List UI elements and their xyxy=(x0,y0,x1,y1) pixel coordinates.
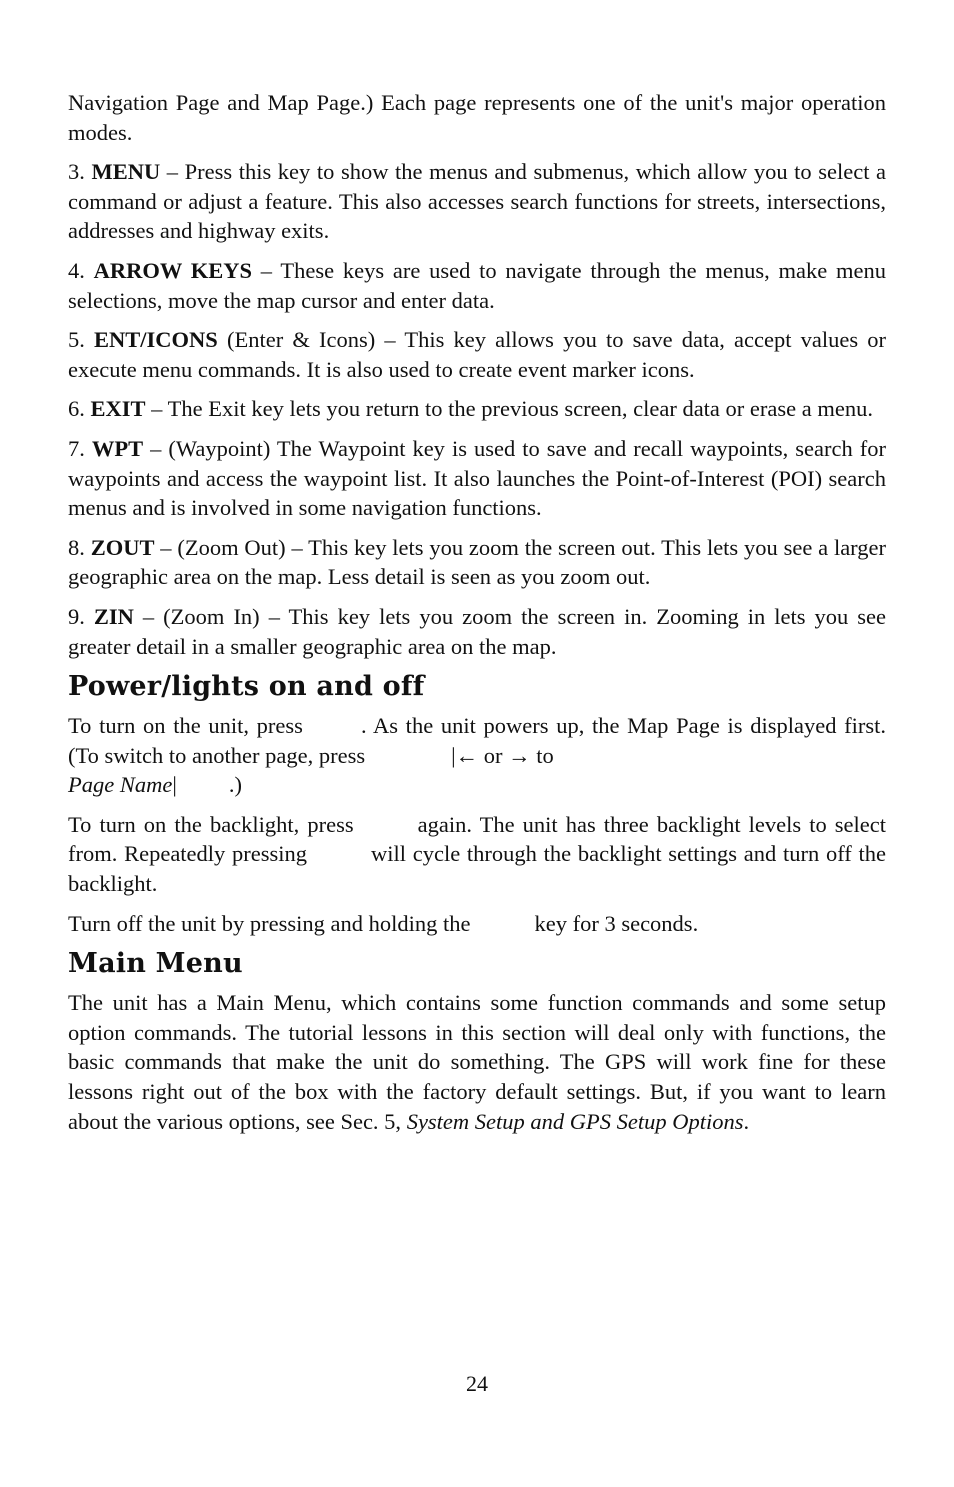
power-on-paragraph xyxy=(68,711,886,800)
key-description: – (Zoom In) – This key lets you zoom the screen in. Zooming in lets you see greater detail in a smaller geographic area on the map. xyxy=(68,603,886,659)
text-run: again. The unit has three backlight levels to select from. Repeatedly pressing xyxy=(68,811,886,867)
key-item-ent-icons xyxy=(68,325,886,384)
key-number: 8. xyxy=(68,534,85,560)
main-menu-paragraph xyxy=(68,988,886,1136)
key-name: ZOUT xyxy=(90,534,155,560)
key-description: – (Zoom Out) – This key lets you zoom the screen out. This lets you see a larger geographic area on the map. Less detail is seen as you zoom out. xyxy=(68,534,886,590)
key-description: – (Waypoint) The Waypoint key is used to save and recall waypoints, search for waypoints and access the waypoint list. It also launches the Point-of-Interest (POI) search menus and is involved in some navigation functions. xyxy=(68,435,886,521)
key-number: 7. xyxy=(68,435,85,461)
key-description: – The Exit key lets you return to the previous screen, clear data or erase a menu. xyxy=(145,396,873,422)
text-run: Turn off the unit by pressing and holding the xyxy=(68,910,471,936)
text-run: The unit has a Main Menu, which contains some function commands and some setup option commands. The tutorial lessons in this section will deal only with functions, the basic commands that make the unit do something. The GPS will work fine for these lessons right out of the box with the factory default settings. But, if you want to learn about the various options, see Sec. 5, xyxy=(68,990,886,1134)
key-number: 6. xyxy=(68,396,85,422)
key-name: ENT/ICONS xyxy=(94,327,218,353)
key-name: MENU xyxy=(91,159,161,185)
key-number: 4. xyxy=(68,257,85,283)
key-list xyxy=(68,157,886,661)
key-item-exit xyxy=(68,394,886,424)
text-run: |← or → to xyxy=(451,742,554,768)
intro-paragraph: Navigation Page and Map Page.) Each page represents one of the unit's major operation modes. xyxy=(68,90,886,145)
key-item-zout xyxy=(68,533,886,592)
key-number: 3. xyxy=(68,159,85,185)
backlight-paragraph xyxy=(68,810,886,899)
section-reference: System Setup and GPS Setup Options xyxy=(406,1108,744,1134)
key-number: 9. xyxy=(68,603,85,629)
text-run: .) xyxy=(228,772,242,798)
key-number: 5. xyxy=(68,327,85,353)
text-run: To turn on the backlight, press xyxy=(68,811,354,837)
text-run: . xyxy=(743,1108,750,1134)
key-name: ARROW KEYS xyxy=(93,257,253,283)
key-item-menu xyxy=(68,157,886,246)
text-run: will cycle through the backlight settings and turn off the backlight. xyxy=(68,841,886,897)
key-description: (Enter & Icons) – This key allows you to save data, accept values or execute menu commands. It is also used to create event marker icons. xyxy=(68,327,886,382)
key-name: WPT xyxy=(91,435,144,461)
text-run: . As the unit powers up, the Map Page is displayed first. (To switch to another page, press xyxy=(68,713,886,768)
text-run: To turn on the unit, press xyxy=(68,713,303,739)
power-section-heading: Power/lights on and off xyxy=(68,671,425,703)
text-run: key for 3 seconds. xyxy=(534,910,699,936)
key-name: ZIN xyxy=(93,603,134,629)
page-number: 24 xyxy=(466,1371,488,1396)
key-description: – These keys are used to navigate through the menus, make menu selections, move the map cursor and enter data. xyxy=(68,257,886,313)
key-item-arrow-keys xyxy=(68,256,886,315)
text-run: | xyxy=(172,772,177,798)
key-item-wpt xyxy=(68,434,886,523)
key-description: – Press this key to show the menus and submenus, which allow you to select a command or adjust a feature. This also accesses search functions for streets, intersections, addresses and highway exits. xyxy=(68,159,887,244)
key-name: EXIT xyxy=(90,396,146,422)
manual-page-body xyxy=(68,88,886,1146)
key-item-zin xyxy=(68,602,886,661)
italic-run: Page Name xyxy=(68,772,173,798)
power-off-paragraph xyxy=(68,909,886,939)
main-menu-heading: Main Menu xyxy=(68,948,243,980)
